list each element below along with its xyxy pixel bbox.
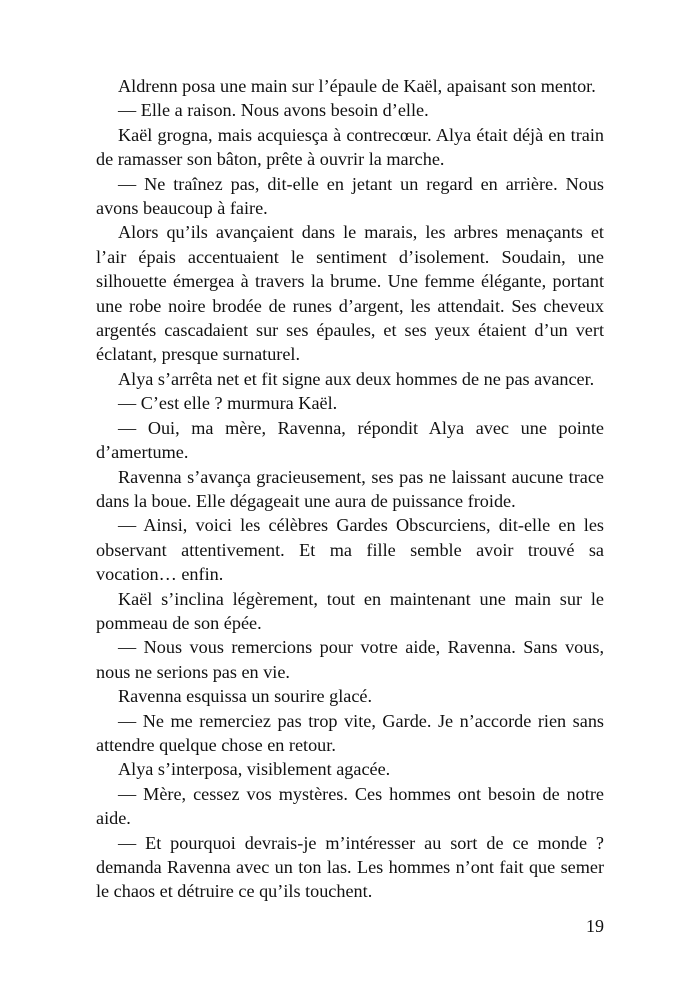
paragraph: Kaël s’inclina légèrement, tout en maintenant une main sur le pommeau de son épée.	[96, 588, 604, 633]
paragraph: Alors qu’ils avançaient dans le marais, les arbres menaçants et l’air épais accentuaient le sentiment d’isolement. Soudain, une silhouette émergea à travers la brume. Une femme élégante, portant une robe noire brodée de runes d’argent, les attendait. Ses cheveux argentés cascadaient sur ses épaules, et ses yeux étaient d’un vert éclatant, presque surnaturel.	[96, 222, 604, 365]
body-text	[96, 74, 604, 904]
paragraph: — Nous vous remercions pour votre aide, Ravenna. Sans vous, nous ne serions pas en vie.	[96, 637, 604, 682]
paragraph: — Ne me remerciez pas trop vite, Garde. Je n’accorde rien sans attendre quelque chose en retour.	[96, 710, 604, 755]
paragraph: Alya s’arrêta net et fit signe aux deux hommes de ne pas avancer.	[118, 368, 595, 389]
paragraph: — Ne traînez pas, dit-elle en jetant un regard en arrière. Nous avons beaucoup à faire.	[96, 173, 604, 219]
paragraph: — Elle a raison. Nous avons besoin d’elle.	[118, 100, 429, 121]
paragraph: Alya s’interposa, visiblement agacée.	[118, 759, 391, 780]
paragraph: — Et pourquoi devrais-je m’intéresser au sort de ce monde ? demanda Ravenna avec un ton las. Les hommes n’ont fait que semer le chaos et détruire ce qu’ils touchent.	[96, 832, 604, 902]
page-number: 19	[586, 916, 604, 936]
paragraph: — Ainsi, voici les célèbres Gardes Obscurciens, dit-elle en les observant attentivement. Et ma fille semble avoir trouvé sa vocation… enfin.	[96, 515, 604, 585]
paragraph: Ravenna esquissa un sourire glacé.	[118, 686, 373, 707]
paragraph: — Mère, cessez vos mystères. Ces hommes ont besoin de notre aide.	[96, 783, 604, 829]
paragraph: Ravenna s’avança gracieusement, ses pas ne laissant aucune trace dans la boue. Elle dégageait une aura de puissance froide.	[96, 466, 604, 511]
paragraph: Kaël grogna, mais acquiesça à contrecœur. Alya était déjà en train de ramasser son bâton, prête à ouvrir la marche.	[96, 124, 604, 170]
paragraph: — C’est elle ? murmura Kaël.	[118, 393, 338, 414]
paragraph: — Oui, ma mère, Ravenna, répondit Alya avec une pointe d’amertume.	[96, 417, 604, 463]
paragraph: Aldrenn posa une main sur l’épaule de Kaël, apaisant son mentor.	[118, 76, 596, 96]
